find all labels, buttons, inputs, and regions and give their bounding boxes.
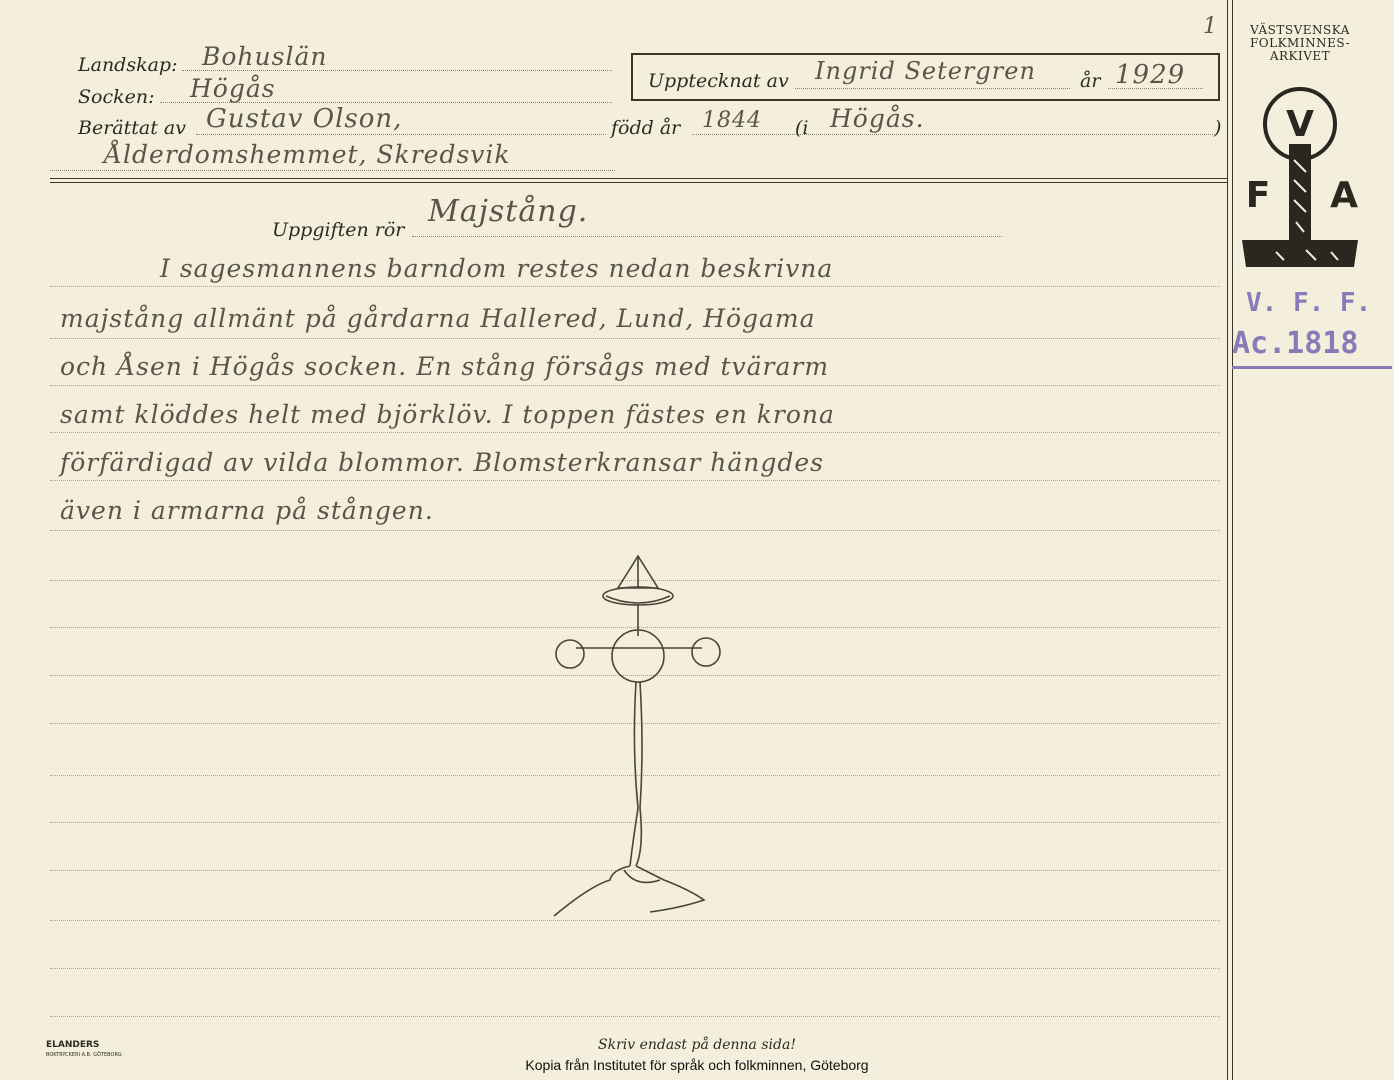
upptecknat-value: Ingrid Setergren bbox=[815, 57, 1036, 85]
landskap-label: Landskap: bbox=[78, 54, 178, 76]
address-value: Ålderdomshemmet, Skredsvik bbox=[104, 140, 511, 169]
place-open: (i bbox=[795, 117, 809, 139]
uppgiften-value: Majstång. bbox=[428, 194, 589, 229]
fodd-label: född år bbox=[611, 117, 681, 139]
header-separator-2 bbox=[50, 182, 1228, 183]
ar-value: 1929 bbox=[1115, 60, 1186, 90]
upptecknat-label: Upptecknat av bbox=[648, 70, 789, 92]
upptecknat-line bbox=[795, 88, 1070, 89]
logo-a: A bbox=[1330, 175, 1358, 216]
fodd-line bbox=[692, 134, 1217, 135]
ar-label: år bbox=[1080, 70, 1101, 92]
fodd-value: 1844 bbox=[702, 108, 762, 133]
copy-note: Kopia från Institutet för språk och folkminnen, Göteborg bbox=[525, 1057, 869, 1073]
logo-f: F bbox=[1245, 175, 1271, 216]
vfa-logo bbox=[1236, 82, 1364, 282]
body-line-1: I sagesmannens barndom restes nedan beskrivna bbox=[160, 254, 834, 283]
page-number: 1 bbox=[1203, 14, 1218, 39]
logo-v: V bbox=[1286, 104, 1314, 145]
header-separator bbox=[50, 178, 1228, 179]
margin-rule-inner bbox=[1232, 0, 1233, 1080]
stamp-underline bbox=[1232, 366, 1392, 369]
stamp-accession: Ac.1818 bbox=[1232, 326, 1359, 361]
body-line-5: förfärdigad av vilda blommor. Blomsterkransar hängdes bbox=[60, 448, 824, 477]
stamp-vff: V. F. F. bbox=[1246, 288, 1372, 318]
socken-label: Socken: bbox=[78, 86, 155, 108]
printer-sub: BOKTRYCKERI A.B. GÖTEBORG bbox=[46, 1052, 122, 1058]
address-line bbox=[50, 170, 615, 171]
landskap-value: Bohuslän bbox=[202, 42, 328, 71]
place-value: Högås. bbox=[830, 104, 925, 133]
uppgiften-line bbox=[412, 236, 1002, 237]
body-line-6: även i armarna på stången. bbox=[60, 496, 434, 525]
printer-mark: ELANDERS bbox=[46, 1040, 100, 1050]
body-line-2: majstång allmänt på gårdarna Hallered, Lund, Högama bbox=[60, 304, 816, 333]
archive-name: VÄSTSVENSKA FOLKMINNES- ARKIVET bbox=[1249, 23, 1351, 63]
margin-rule bbox=[1227, 0, 1228, 1080]
maypole-drawing bbox=[540, 548, 740, 928]
place-close: ) bbox=[1214, 117, 1222, 139]
socken-value: Högås bbox=[190, 74, 276, 103]
berattat-label: Berättat av bbox=[78, 117, 186, 139]
uppgiften-label: Uppgiften rör bbox=[272, 219, 405, 241]
footer-instruction: Skriv endast på denna sida! bbox=[598, 1037, 796, 1053]
body-line-4: samt klöddes helt med björklöv. I toppen fästes en krona bbox=[60, 400, 835, 429]
body-line-3: och Åsen i Högås socken. En stång försågs med tvärarm bbox=[60, 352, 830, 381]
berattat-line bbox=[196, 134, 606, 135]
berattat-value: Gustav Olson, bbox=[206, 104, 403, 134]
